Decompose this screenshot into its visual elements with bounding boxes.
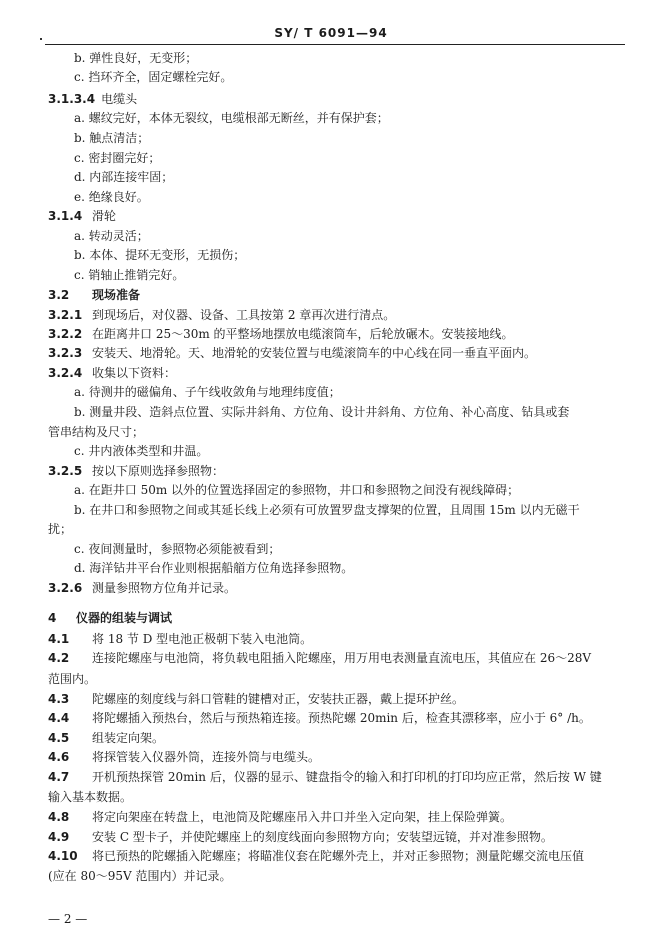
text-line: a. 在距井口 50m 以外的位置选择固定的参照物，井口和参照物之间没有视线障碍； [74, 483, 520, 497]
text-line: c. 挡环齐全，固定螺栓完好。 [74, 70, 233, 84]
text-line: b. 触点清洁； [74, 131, 150, 145]
section-text: 将定向架座在转盘上，电池筒及陀螺座吊入井口并坐入定向架，挂上保险弹簧。 [92, 810, 513, 824]
section-number: 3.1.4 [48, 209, 83, 223]
section-text: 到现场后，对仪器、设备、工具按第 2 章再次进行清点。 [92, 308, 396, 322]
text-line [48, 770, 602, 784]
section-number: 4.10 [48, 849, 78, 863]
text-line [48, 308, 395, 322]
text-line [48, 209, 116, 223]
section-text: 测量参照物方位角并记录。 [92, 581, 237, 595]
text-line [48, 632, 312, 646]
text-line: c. 井内液体类型和井温。 [74, 444, 209, 458]
section-heading [48, 288, 140, 302]
section-number: 3.2.1 [48, 308, 83, 322]
text-line: 输入基本数据。 [48, 790, 133, 804]
text-line [48, 849, 584, 863]
section-text: 将已预热的陀螺插入陀螺座；将瞄准仪套在陀螺外壳上，并对正参照物；测量陀螺交流电压值 [92, 849, 585, 863]
section-number: 4.8 [48, 810, 70, 824]
section-number: 4.7 [48, 770, 70, 784]
text-line [48, 366, 176, 380]
section-number: 3.2.6 [48, 581, 83, 595]
section-number: 3.2.4 [48, 366, 83, 380]
text-line: e. 绝缘良好。 [74, 190, 149, 204]
text-line [48, 711, 591, 725]
section-number: 3.2 [48, 288, 70, 302]
text-line [48, 346, 536, 360]
section-text: 现场准备 [92, 288, 141, 302]
text-line: (应在 80～95V 范围内）并记录。 [48, 869, 232, 883]
text-line [48, 464, 224, 478]
text-line [48, 692, 464, 706]
section-number: 4.4 [48, 711, 70, 725]
text-line [48, 651, 591, 665]
text-line: 范围内。 [48, 672, 97, 686]
section-text: 连接陀螺座与电池筒，将负载电阻插入陀螺座，用万用电表测量直流电压，其值应在 26～28V [92, 651, 592, 665]
section-number: 3.2.2 [48, 327, 83, 341]
section-text: 安装天、地滑轮。天、地滑轮的安装位置与电缆滚筒车的中心线在同一垂直平面内。 [92, 346, 537, 360]
section-number: 3.1.3.4 [48, 92, 96, 106]
section-number: 3.2.3 [48, 346, 83, 360]
text-line [48, 750, 320, 764]
section-number: 4.3 [48, 692, 70, 706]
section-text: 按以下原则选择参照物： [92, 464, 225, 478]
text-line: c. 夜间测量时，参照物必须能被看到； [74, 542, 281, 556]
page-header: SY/ T 6091—94 [274, 26, 388, 40]
text-line: a. 待测井的磁偏角、子午线收敛角与地理纬度值； [74, 385, 341, 399]
page-number: — 2 — [48, 912, 88, 926]
text-line: d. 内部连接牢固； [74, 170, 174, 184]
text-line [48, 581, 236, 595]
text-line: c. 密封圈完好； [74, 151, 161, 165]
text-line: b. 在井口和参照物之间或其延长线上必须有可放置罗盘支撑架的位置，且周围 15m 以内无磁干 [74, 503, 580, 517]
section-text: 在距离井口 25～30m 的平整场地摆放电缆滚筒车，后轮放碾木。安装接地线。 [92, 327, 514, 341]
section-text: 电缆头 [101, 92, 138, 106]
section-text: 滑轮 [92, 209, 117, 223]
text-line: a. 螺纹完好，本体无裂纹，电缆根部无断丝，并有保护套； [74, 111, 389, 125]
text-line: c. 销轴止推销完好。 [74, 268, 185, 282]
section-number: 4.9 [48, 830, 70, 844]
section-text: 收集以下资料： [92, 366, 177, 380]
text-line [48, 327, 514, 341]
section-text: 组装定向架。 [92, 731, 165, 745]
header-rule [45, 44, 625, 45]
text-line [48, 830, 553, 844]
text-line: b. 本体、提环无变形，无损伤； [74, 248, 246, 262]
section-text: 将 18 节 D 型电池正极朝下装入电池筒。 [92, 632, 313, 646]
section-number: 4.6 [48, 750, 70, 764]
text-line: 管串结构及尺寸； [48, 425, 145, 439]
section-number: 4.5 [48, 731, 70, 745]
section-text: 开机预热探管 20min 后，仪器的显示、键盘指令的输入和打印机的打印均应正常，然后按 W 键 [92, 770, 602, 784]
section-number: 3.2.5 [48, 464, 83, 478]
text-line: 扰； [48, 522, 73, 536]
section-text: 陀螺座的刻度线与斜口管鞋的键槽对正，安装扶正器，戴上提环护丝。 [92, 692, 465, 706]
text-line [48, 92, 137, 106]
section-text: 将陀螺插入预热台，然后与预热箱连接。预热陀螺 20min 后，检查其漂移率，应小于 6° /h。 [92, 711, 591, 725]
text-line: b. 测量井段、造斜点位置、实际井斜角、方位角、设计井斜角、方位角、补心高度、钻具或套 [74, 405, 570, 419]
section-text: 仪器的组装与调试 [76, 611, 173, 625]
text-line: a. 转动灵活； [74, 229, 149, 243]
text-line: b. 弹性良好，无变形； [74, 51, 198, 65]
section-number: 4 [48, 611, 57, 625]
section-number: 4.1 [48, 632, 70, 646]
text-line: d. 海洋钻井平台作业则根据船艏方位角选择参照物。 [74, 561, 354, 575]
section-number: 4.2 [48, 651, 70, 665]
text-line [48, 731, 164, 745]
chapter-heading [48, 611, 172, 625]
section-text: 安装 C 型卡子，并使陀螺座上的刻度线面向参照物方向；安装望远镜，并对准参照物。 [92, 830, 553, 844]
text-line [48, 810, 512, 824]
section-text: 将探管装入仪器外筒，连接外筒与电缆头。 [92, 750, 321, 764]
